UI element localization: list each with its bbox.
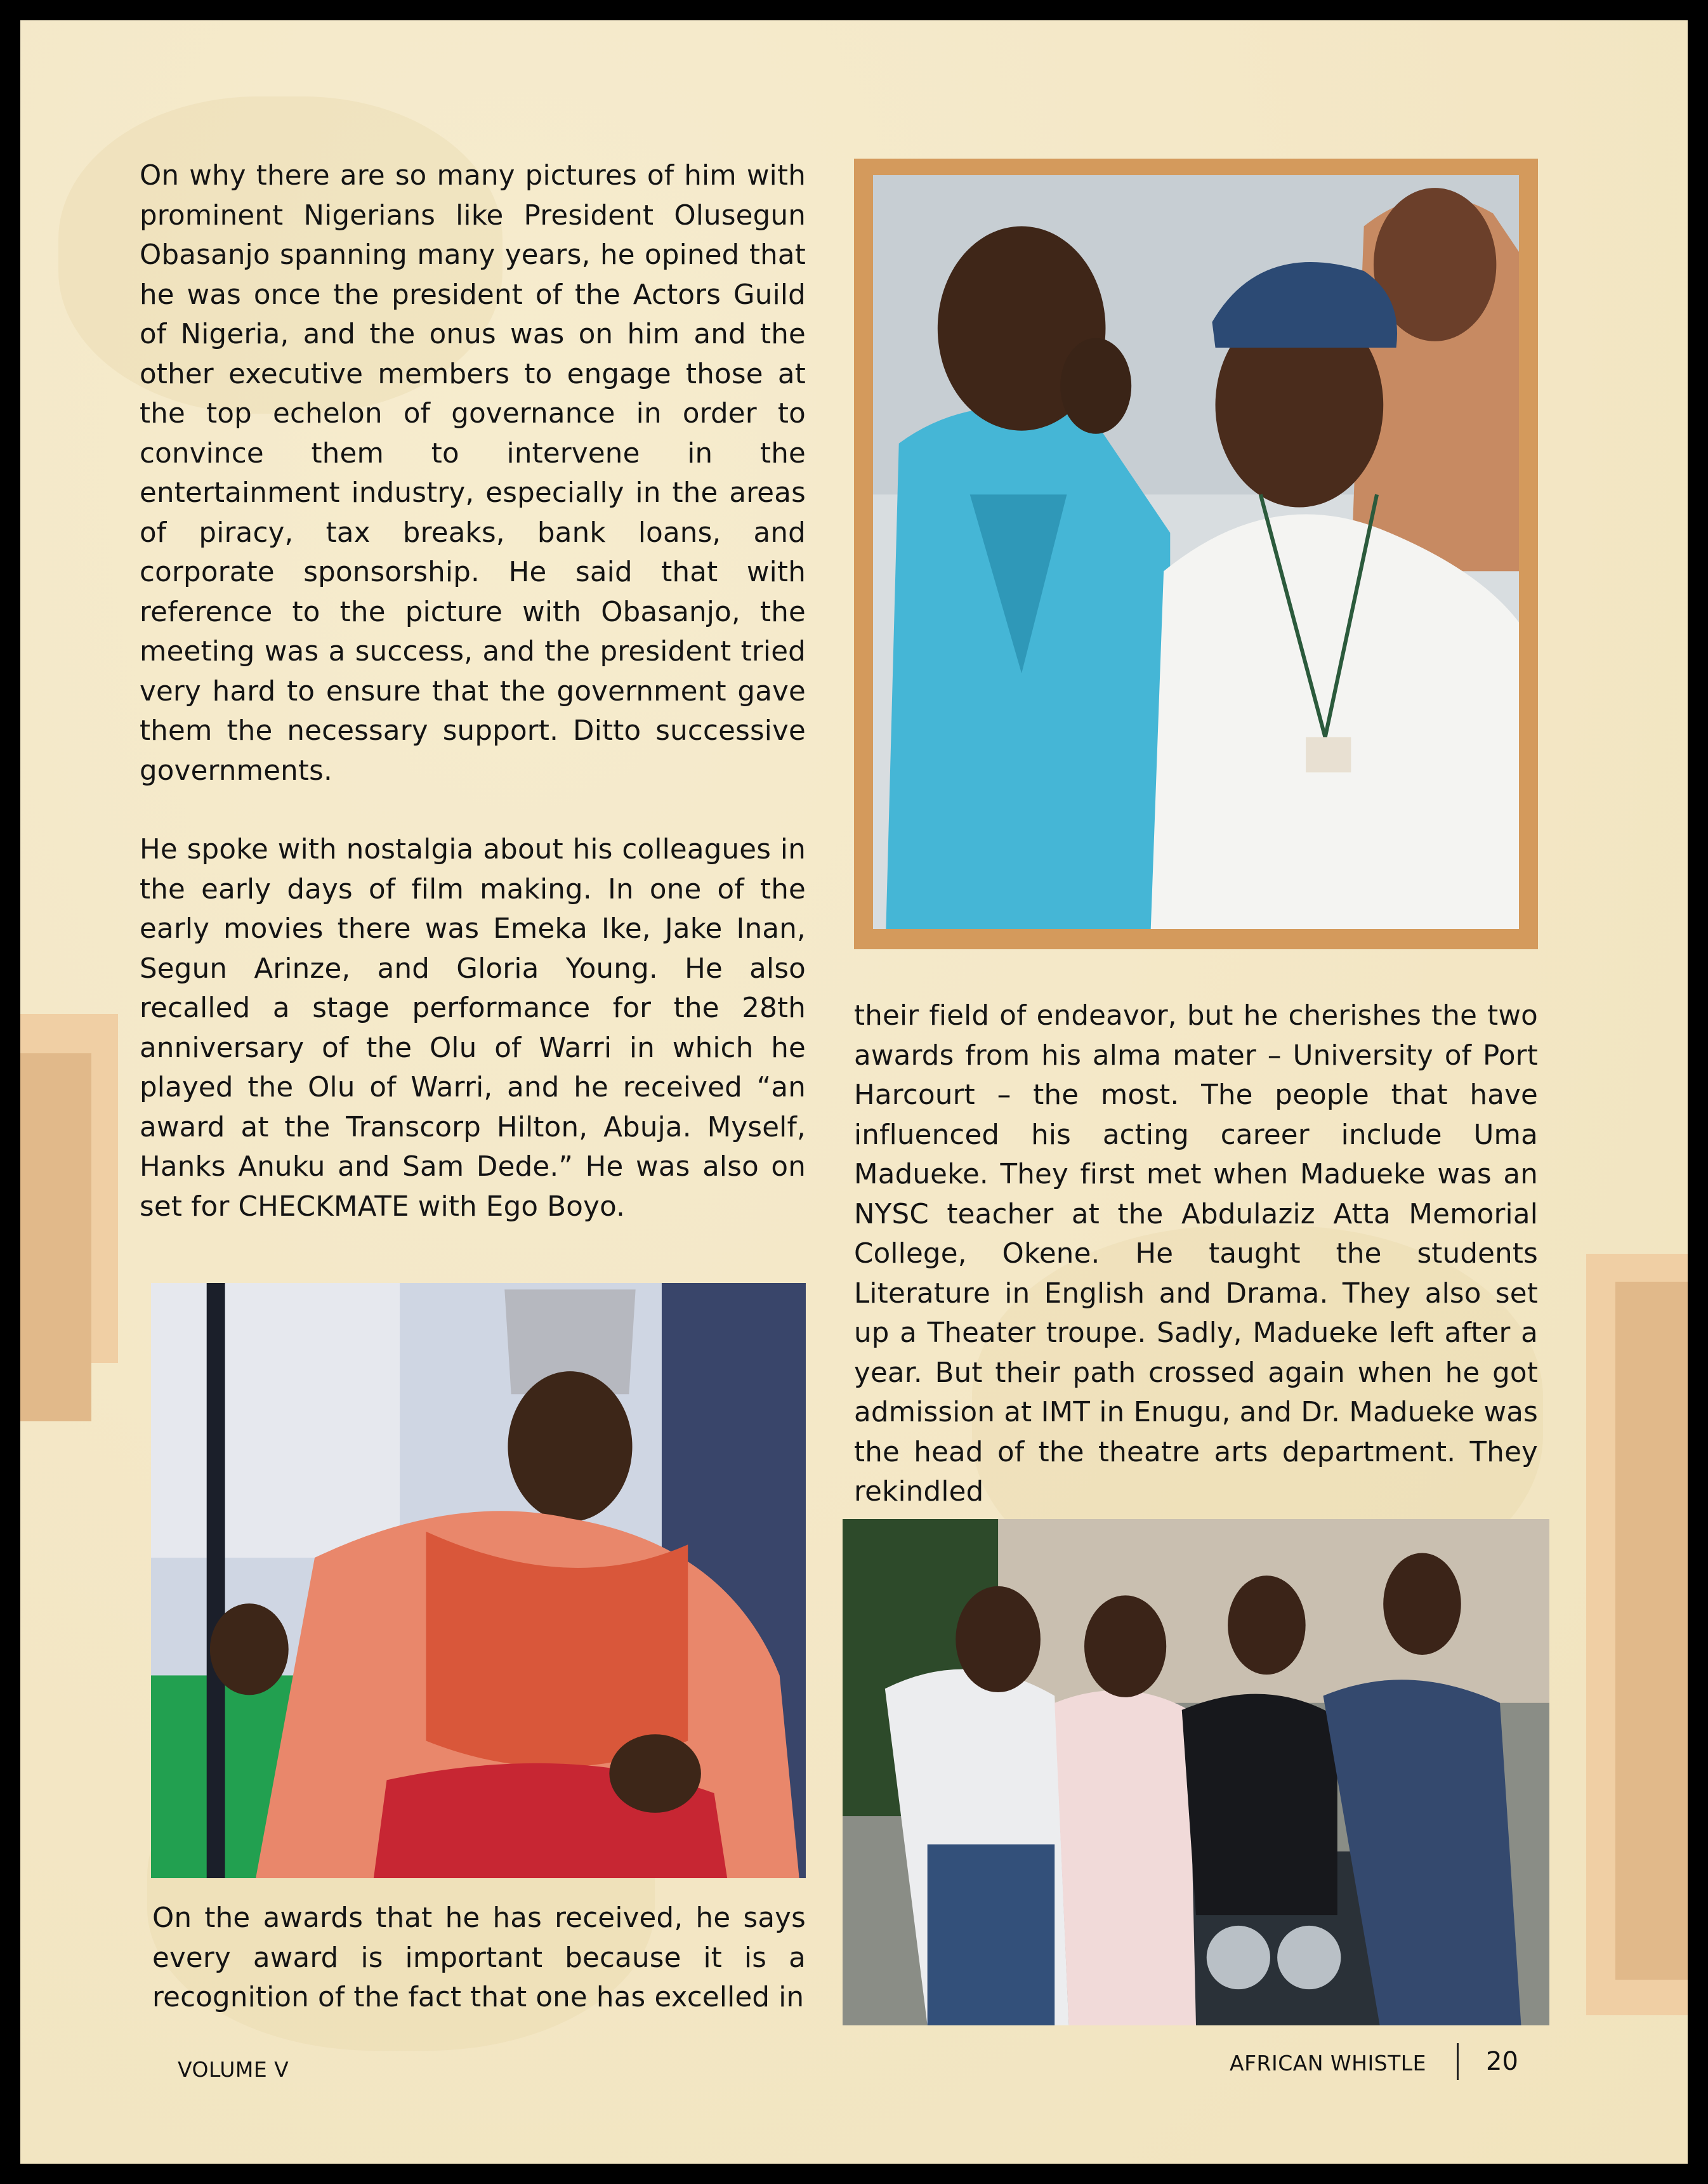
photo-image — [843, 1519, 1549, 2025]
photo-meeting-with-president — [854, 159, 1538, 949]
article-column-left-continued — [152, 1898, 806, 2018]
decorative-block-left-dark — [20, 1053, 91, 1421]
photo-image — [873, 175, 1519, 929]
photo-image — [151, 1283, 806, 1878]
article-paragraph: He spoke with nostalgia about his colleagues in the early days of film making. In one of the early movies there was Emeka Ike, Jake Inan, Segun Arinze, and Gloria Young. He also recalled a stage performance for the 28th anniversary of the Olu of Warri in which he played the Olu of Warri, and he received “an award at the Transcorp Hilton, Abuja. Myself, Hanks Anuku and Sam Dede.” He was also on set for CHECKMATE with Ego Boyo. — [140, 834, 806, 1223]
article-paragraph: their field of endeavor, but he cherishes the two awards from his alma mater – University of Port Harcourt – the most. The people that have influenced his acting career include Uma Madueke. They first met when Madueke was an NYSC teacher at the Abdulaziz Atta Memorial College, Okene. He taught the students Literature in English and Drama. They also set up a Theater troupe. Sadly, Madueke left after a year. But their path crossed again when he got admission at IMT in Enugu, and Dr. Madueke was the head of the theatre arts department. They rekindled — [854, 1000, 1538, 1508]
footer-volume: VOLUME V — [178, 2057, 289, 2082]
magazine-page — [20, 20, 1688, 2164]
footer-divider — [1457, 2043, 1459, 2080]
decorative-block-right-dark — [1615, 1282, 1688, 1980]
footer-magazine-name: AFRICAN WHISTLE — [1230, 2051, 1427, 2075]
photo-group-of-men — [843, 1519, 1549, 2025]
article-paragraph: On why there are so many pictures of him with prominent Nigerians like President Olusegun Obasanjo spanning many years, he opined that he was once the president of the Actors Guild of Nigeria, and the onus was on him and the other executive members to engage those at the top echelon of governance in order to convince them to intervene in the entertainment industry, especially in the areas of piracy, tax breaks, bank loans, and corporate sponsorship. He said that with reference to the picture with Obasanjo, the meeting was a success, and the president tried very hard to ensure that the government gave them the necessary support. Ditto successive governments. — [140, 160, 806, 787]
photo-olu-of-warri-costume — [151, 1283, 806, 1878]
article-paragraph: On the awards that he has received, he says every award is important because it is a recognition of the fact that one has excelled in — [152, 1902, 806, 2013]
article-column-right — [854, 996, 1538, 1512]
article-column-left — [140, 156, 806, 1227]
page-number: 20 — [1486, 2047, 1518, 2076]
